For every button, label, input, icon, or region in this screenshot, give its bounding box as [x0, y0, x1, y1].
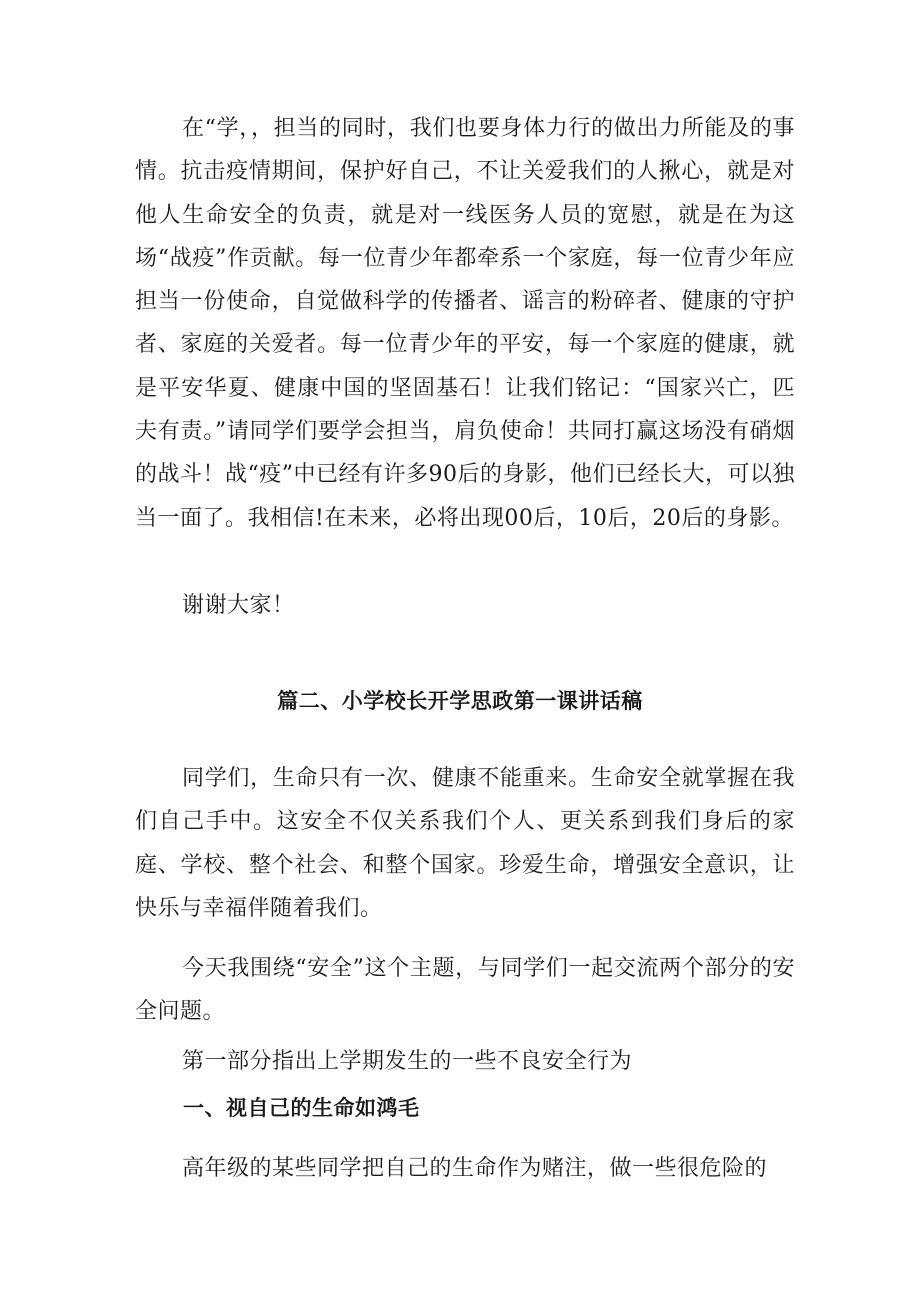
section-title: 篇二、小学校长开学思政第一课讲话稿: [277, 689, 643, 713]
paragraph-part-one: 第一部分指出上学期发生的一些不良安全行为: [182, 1049, 633, 1074]
paragraph-thanks: 谢谢大家！: [182, 593, 295, 618]
paragraph-life-once: 同学们，生命只有一次、健康不能重来。生命安全就掌握在我们自己手中。这安全不仅关系我们个人、更关系到我们身后的家庭、学校、整个社会、和整个国家。珍爱生命，增强安全意识，让快乐与幸福伴随着我们。: [135, 766, 795, 921]
subheading-life-as-feather: 一、视自己的生命如鸿毛: [183, 1096, 420, 1120]
paragraph-safety-theme: 今天我围绕“安全”这个主题，与同学们一起交流两个部分的安全问题。: [135, 956, 795, 1025]
paragraph-responsibility: 在“学，，担当的同时，我们也要身体力行的做出力所能及的事情。抗击疫情期间，保护好自己，不让关爱我们的人揪心，就是对他人生命安全的负责，就是对一线医务人员的宽慰，就是在为这场“战疫”作贡献。每一位青少年都牵系一个家庭，每一位青少年应担当一份使命，自觉做科学的传播者、谣言的粉碎者、健康的守护者、家庭的关爱者。每一位青少年的平安，每一个家庭的健康，就是平安华夏、健康中国的坚固基石！让我们铭记：“国家兴亡，匹夫有责。”请同学们要学会担当，肩负使命！共同打赢这场没有硝烟的战斗！战“疫”中已经有许多90后的身影，他们已经长大，可以独当一面了。我相信!在未来，必将出现00后，10后，20后的身影。: [135, 116, 795, 531]
paragraph-senior-students: 高年级的某些同学把自己的生命作为赌注，做一些很危险的: [182, 1156, 768, 1181]
